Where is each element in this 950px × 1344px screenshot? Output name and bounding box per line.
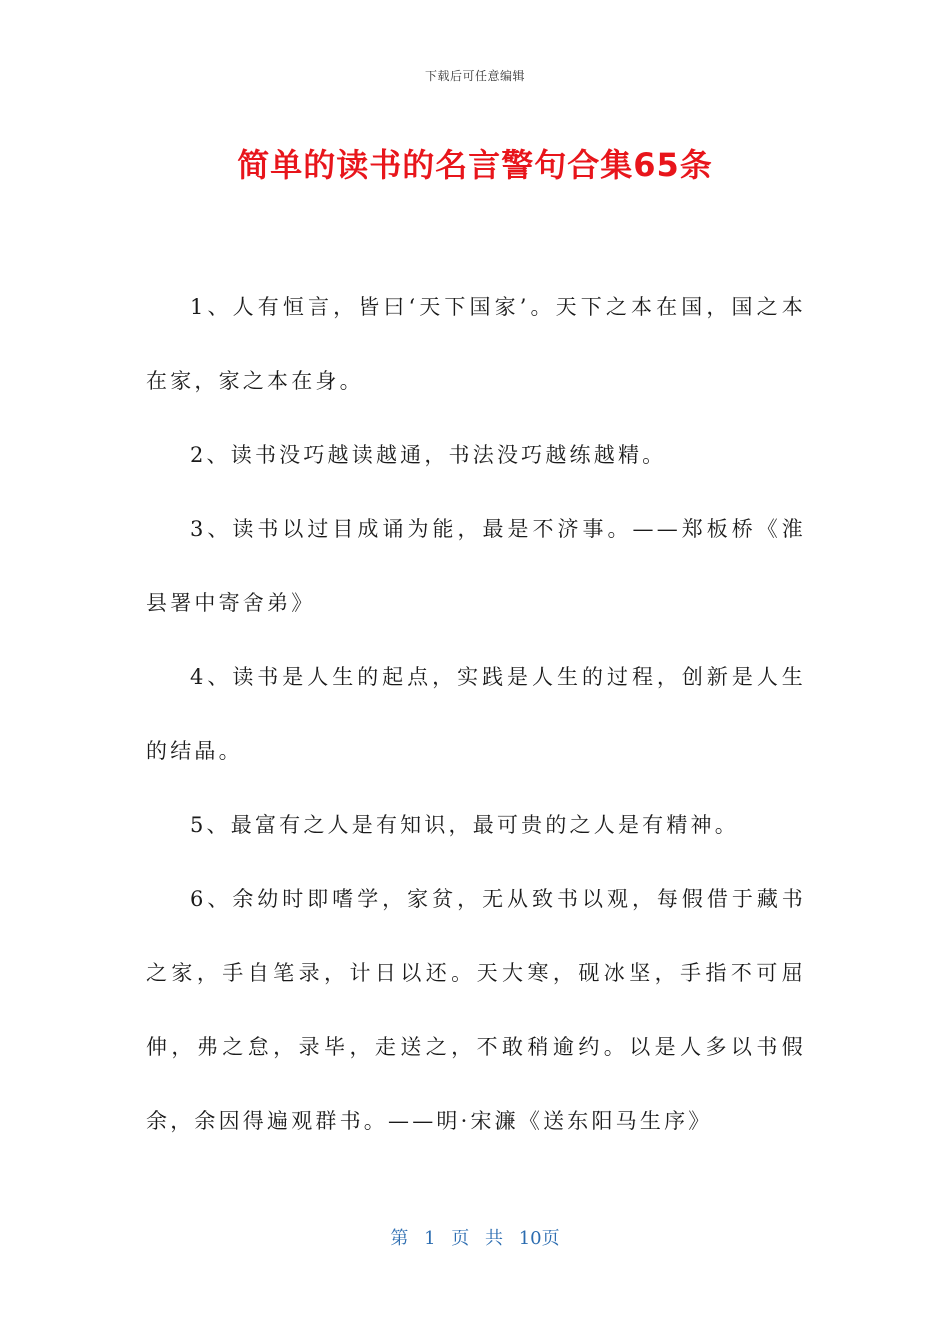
quote-paragraph-1: 1、人有恒言，皆曰‘天下国家’。天下之本在国，国之本在家，家之本在身。: [146, 295, 806, 393]
quote-paragraph-3: 3、读书以过目成诵为能，最是不济事。——郑板桥《淮县署中寄舍弟》: [146, 517, 806, 615]
page-number-footer: 第 1 页 共 10页: [390, 1228, 560, 1249]
quote-paragraph-5: 5、最富有之人是有知识，最可贵的之人是有精神。: [190, 813, 739, 837]
document-body: [146, 270, 806, 1158]
document-title: 简单的读书的名言警句合集65条: [237, 146, 713, 184]
quote-paragraph-4: 4、读书是人生的起点，实践是人生的过程，创新是人生的结晶。: [146, 665, 806, 763]
quote-paragraph-6: 6、余幼时即嗜学，家贫，无从致书以观，每假借于藏书之家，手自笔录，计日以还。天大寒，砚冰坚，手指不可屈伸，弗之怠，录毕，走送之，不敢稍逾约。以是人多以书假余，余因得遍观群书。——明·宋濂《送东阳马生序》: [146, 887, 806, 1133]
header-note: 下载后可任意编辑: [424, 69, 525, 83]
quote-paragraph-2: 2、读书没巧越读越通，书法没巧越练越精。: [190, 443, 667, 467]
